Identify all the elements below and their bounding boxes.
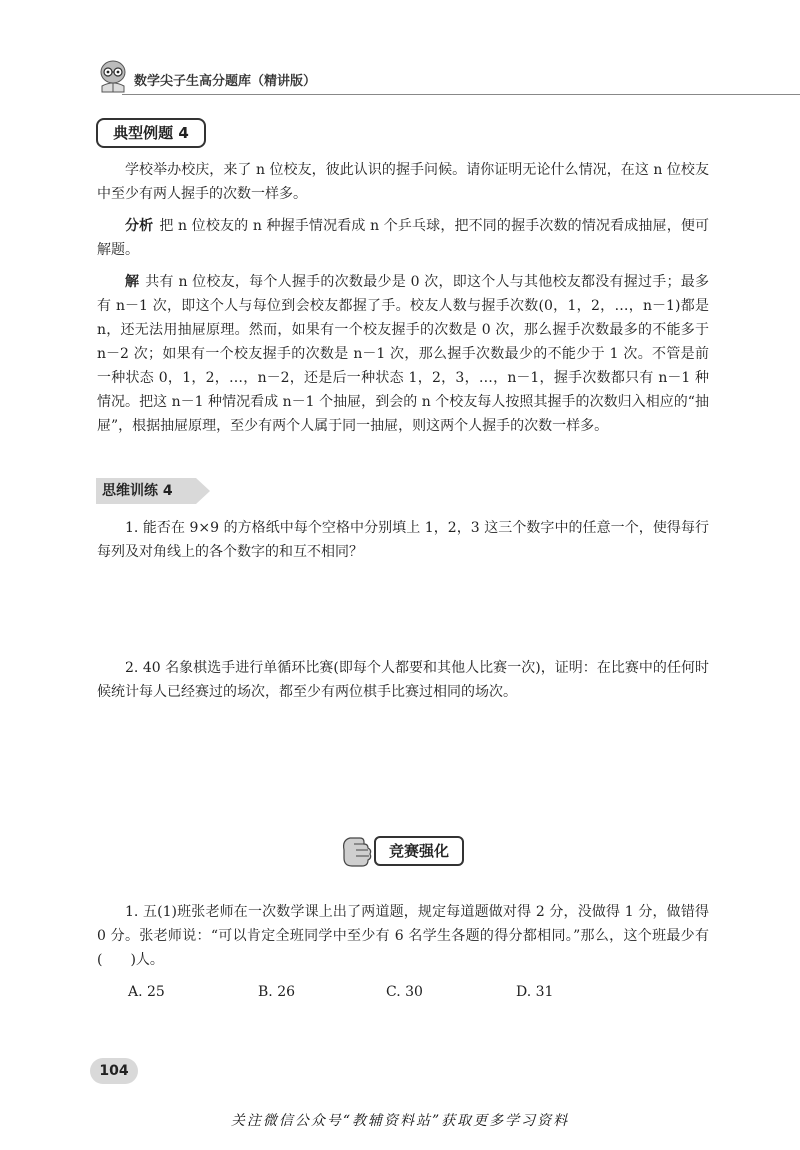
- page-header: [96, 58, 796, 98]
- answer-options: [128, 984, 688, 1006]
- training-title-tag: [96, 478, 220, 504]
- analysis-label: 分析: [125, 218, 154, 234]
- header-divider: [122, 94, 800, 95]
- option-c: C. 30: [386, 984, 423, 1000]
- option-d: D. 31: [516, 984, 554, 1000]
- mascot-logo: [96, 58, 130, 94]
- training-title: 思维训练 4: [102, 483, 173, 499]
- example-analysis: [97, 214, 709, 262]
- page-number: 104: [90, 1058, 138, 1084]
- option-a: A. 25: [128, 984, 165, 1000]
- solution-text: 共有 n 位校友，每个人握手的次数最少是 0 次，即这个人与其他校友都没有握过手；最多有 n－1 次，即这个人与每位到会校友都握了手。校友人数与握手次数(0，1，2，…，n－1)都是 n，还无法用抽屉原理。然而，如果有一个校友握手的次数是 0 次，那么握手次数最多的不能多于 n－2 次；如果有一个校友握手的次数是 n－1 次，那么握手次数最少的不能少于 1 次。不管是前一种状态 0，1，2，…，n－2，还是后一种状态 1，2，3，…，n－1，握手次数都只有 n－1 种情况。把这 n－1 种情况看成 n－1 个抽屉，到会的 n 个校友每人按照其握手的次数归入相应的“抽屉”，根据抽屉原理，至少有两个人属于同一抽屉，则这两个人握手的次数一样多。: [97, 274, 710, 434]
- analysis-text: 把 n 位校友的 n 种握手情况看成 n 个乒乓球，把不同的握手次数的情况看成抽屉，便可解题。: [97, 218, 710, 258]
- example-problem: 学校举办校庆，来了 n 位校友，彼此认识的握手问候。请你证明无论什么情况，在这 n 位校友中至少有两人握手的次数一样多。: [97, 162, 709, 202]
- training-question-1: 1. 能否在 9×9 的方格纸中每个空格中分别填上 1，2，3 这三个数字中的任意一个，使得每行每列及对角线上的各个数字的和互不相同？: [97, 520, 709, 560]
- example-title: 典型例题 4: [96, 118, 206, 148]
- header-title: 数学尖子生高分题库（精讲版）: [134, 74, 317, 89]
- training-question-2: 2. 40 名象棋选手进行单循环比赛(即每个人都要和其他人比赛一次)，证明：在比赛中的任何时候统计每人已经赛过的场次，都至少有两位棋手比赛过相同的场次。: [97, 660, 709, 700]
- training-tag-arrow: [196, 478, 210, 504]
- competition-question-1: 1. 五(1)班张老师在一次数学课上出了两道题，规定每道题做对得 2 分，没做得 1 分，做错得 0 分。张老师说：“可以肯定全班同学中至少有 6 名学生各题的得分都相同。”那么，这个班最少有( )人。: [97, 904, 709, 968]
- option-b: B. 26: [258, 984, 296, 1000]
- example-solution: [97, 270, 709, 438]
- solution-label: 解: [125, 274, 140, 290]
- footer-note: 关注微信公众号“教辅资料站”获取更多学习资料: [230, 1113, 570, 1129]
- competition-header: [340, 828, 466, 872]
- competition-title: 竞赛强化: [374, 836, 464, 866]
